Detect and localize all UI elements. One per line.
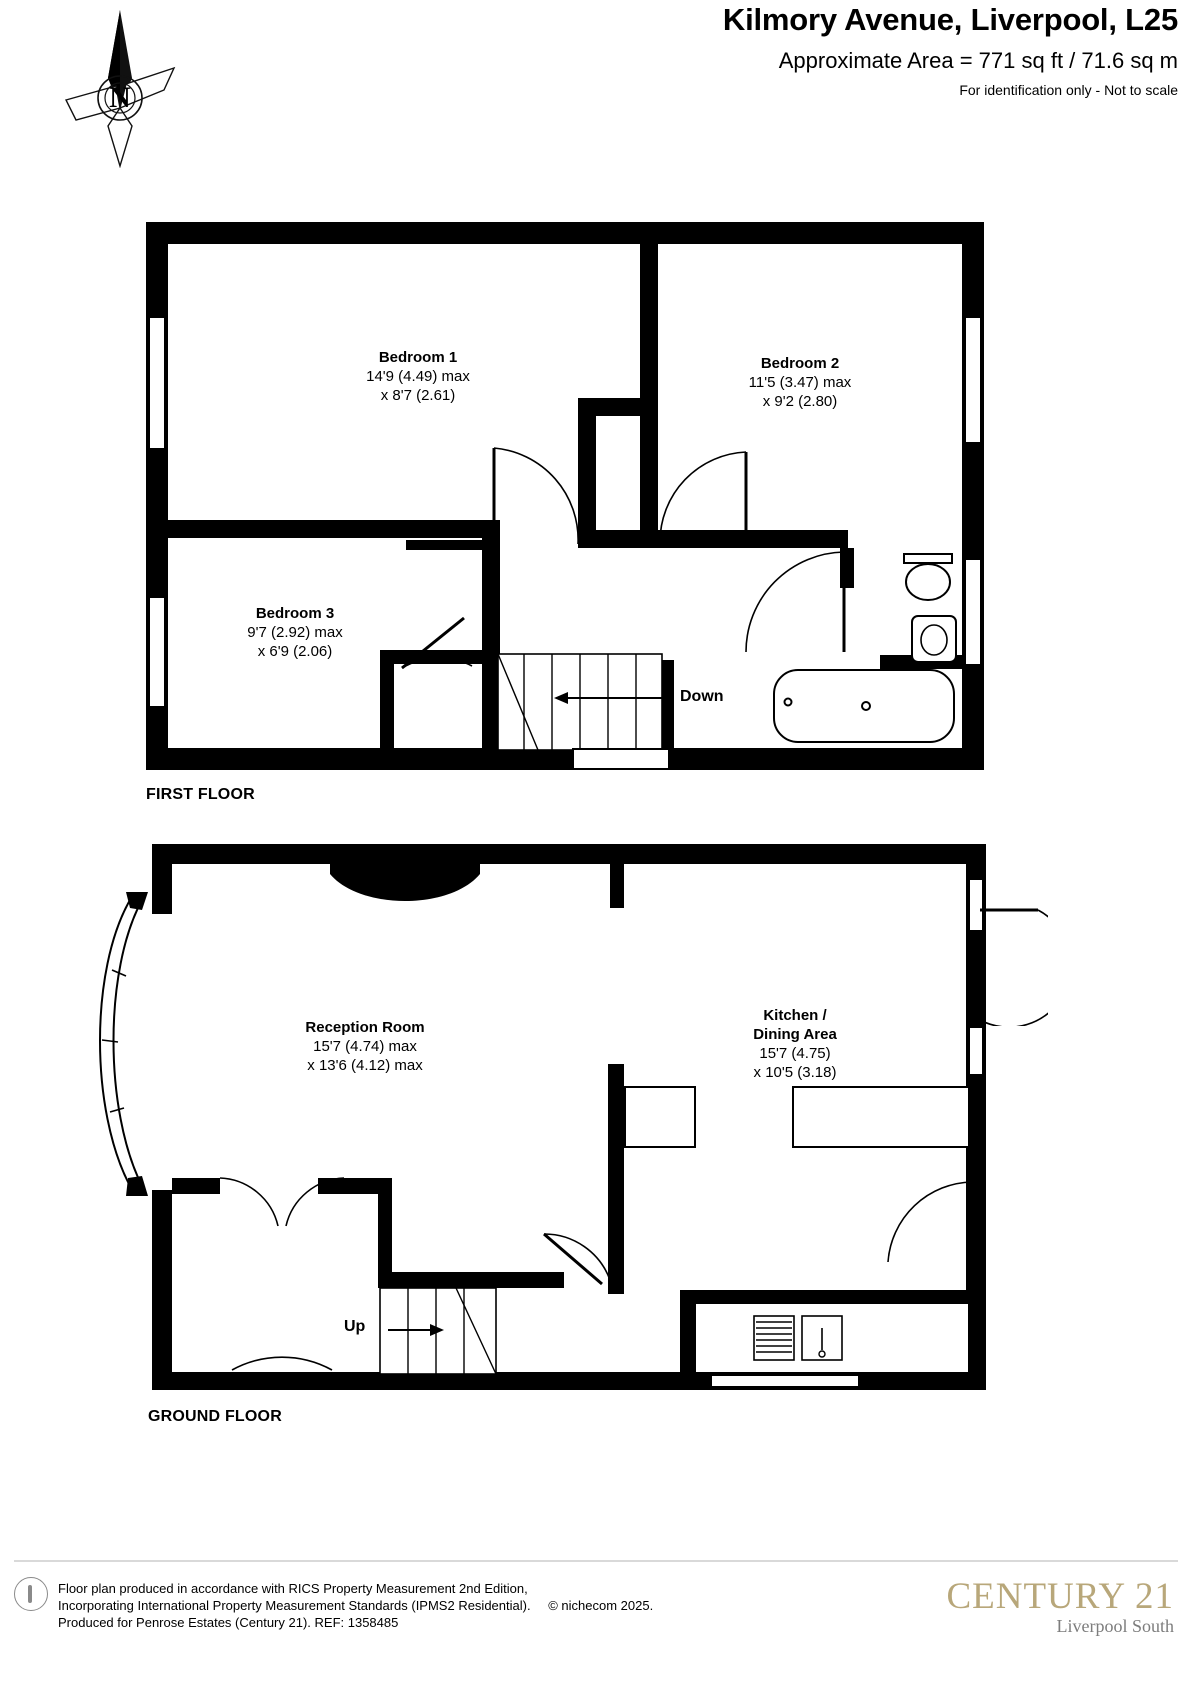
room-dim-2: x 9'2 (2.80) <box>762 393 838 410</box>
brand-logo <box>946 1575 1174 1637</box>
wall-bottom <box>146 748 984 770</box>
gf-window-right-kitchen <box>968 1028 984 1074</box>
brand-name: CENTURY 21 <box>946 1576 1174 1617</box>
door-front <box>226 1290 336 1376</box>
gf-window-kitchen-bottom <box>710 1374 860 1388</box>
window-right-bath <box>964 560 982 664</box>
room-label-kitchen-dining <box>642 1006 948 1082</box>
room-name: Bedroom 3 <box>255 605 335 622</box>
brand-office: Liverpool South <box>1056 1616 1174 1636</box>
page-title: Kilmory Avenue, Liverpool, L25 <box>722 2 1178 37</box>
gf-wall-kitchen-left <box>680 1290 694 1374</box>
hob-sink-icon <box>752 1314 844 1370</box>
stair-direction-arrow-up <box>386 1318 446 1342</box>
door-kitchen-side <box>884 1178 976 1270</box>
room-name: Kitchen / <box>763 1007 827 1024</box>
room-name: Reception Room <box>305 1019 425 1036</box>
gf-wall-left-bottom <box>152 1190 172 1390</box>
room-name-line2: Dining Area <box>753 1026 837 1043</box>
stair-label-down: Down <box>680 688 724 705</box>
svg-text:N: N <box>109 81 131 114</box>
footer-line-2 <box>58 1597 653 1614</box>
room-label-reception-room <box>212 1018 518 1075</box>
footer-divider <box>14 1560 1178 1562</box>
door-bedroom2 <box>656 450 756 546</box>
stair-label-up: Up <box>344 1318 366 1335</box>
gf-wall-hall-left <box>378 1178 392 1288</box>
gf-wall-stair-top <box>380 1272 564 1288</box>
wall-stub-landing <box>406 540 484 550</box>
gf-wall-recep-left <box>172 1178 220 1194</box>
stair-direction-arrow-down <box>550 686 680 710</box>
room-dim-1: 9'7 (2.92) max <box>247 624 343 641</box>
compass-rose <box>58 8 198 168</box>
footer-copyright: © nichecom 2025. <box>548 1598 654 1613</box>
room-name: Bedroom 2 <box>760 355 840 372</box>
room-label-bedroom-1 <box>268 348 568 405</box>
scale-disclaimer: For identification only - Not to scale <box>959 82 1178 98</box>
bathtub-icon <box>770 666 960 748</box>
window-left-upper <box>148 318 166 448</box>
footer-disclaimer <box>58 1580 653 1631</box>
counter-left <box>624 1086 696 1148</box>
window-right-upper <box>964 318 982 442</box>
room-label-bedroom-2 <box>650 354 950 411</box>
floor-label-ground: GROUND FLOOR <box>148 1408 282 1425</box>
gf-wall-top <box>152 844 986 864</box>
toilet-icon <box>898 552 962 608</box>
door-bedroom1 <box>488 444 588 550</box>
wall-stair-left <box>380 650 394 750</box>
arch-recess <box>330 864 480 916</box>
door-hall-kitchen <box>538 1222 618 1292</box>
wall-top <box>146 222 984 244</box>
room-dim-1: 15'7 (4.75) <box>759 1045 831 1062</box>
room-dim-1: 15'7 (4.74) max <box>313 1038 417 1055</box>
footer-line-1: Floor plan produced in accordance with RICS Property Measurement 2nd Edition, <box>58 1581 528 1596</box>
footer-line-3: Produced for Penrose Estates (Century 21). REF: 1358485 <box>58 1615 399 1630</box>
gf-wall-stub-top <box>610 864 624 908</box>
footer-line-2-text: Incorporating International Property Measurement Standards (IPMS2 Residential). <box>58 1598 531 1613</box>
room-dim-2: x 8'7 (2.61) <box>380 387 456 404</box>
door-reception-right <box>278 1160 356 1232</box>
stair-bottom-step <box>572 748 670 770</box>
area-summary: Approximate Area = 771 sq ft / 71.6 sq m <box>778 48 1178 73</box>
counter-top <box>792 1086 970 1148</box>
room-dim-2: x 13'6 (4.12) max <box>307 1057 423 1074</box>
room-dim-2: x 10'5 (3.18) <box>753 1064 837 1081</box>
wall-bed3-top <box>168 520 498 538</box>
room-dim-1: 14'9 (4.49) max <box>366 368 470 385</box>
room-dim-1: 11'5 (3.47) max <box>748 374 852 391</box>
wall-right <box>962 222 984 770</box>
room-label-bedroom-3 <box>145 604 445 661</box>
room-dim-2: x 6'9 (2.06) <box>257 643 333 660</box>
floor-label-first: FIRST FLOOR <box>146 786 255 803</box>
sink-icon <box>908 612 962 668</box>
bay-window <box>96 890 206 1210</box>
room-name: Bedroom 1 <box>378 349 458 366</box>
info-icon <box>14 1577 48 1611</box>
door-back-entry <box>976 906 1048 1026</box>
door-bathroom <box>742 548 852 660</box>
